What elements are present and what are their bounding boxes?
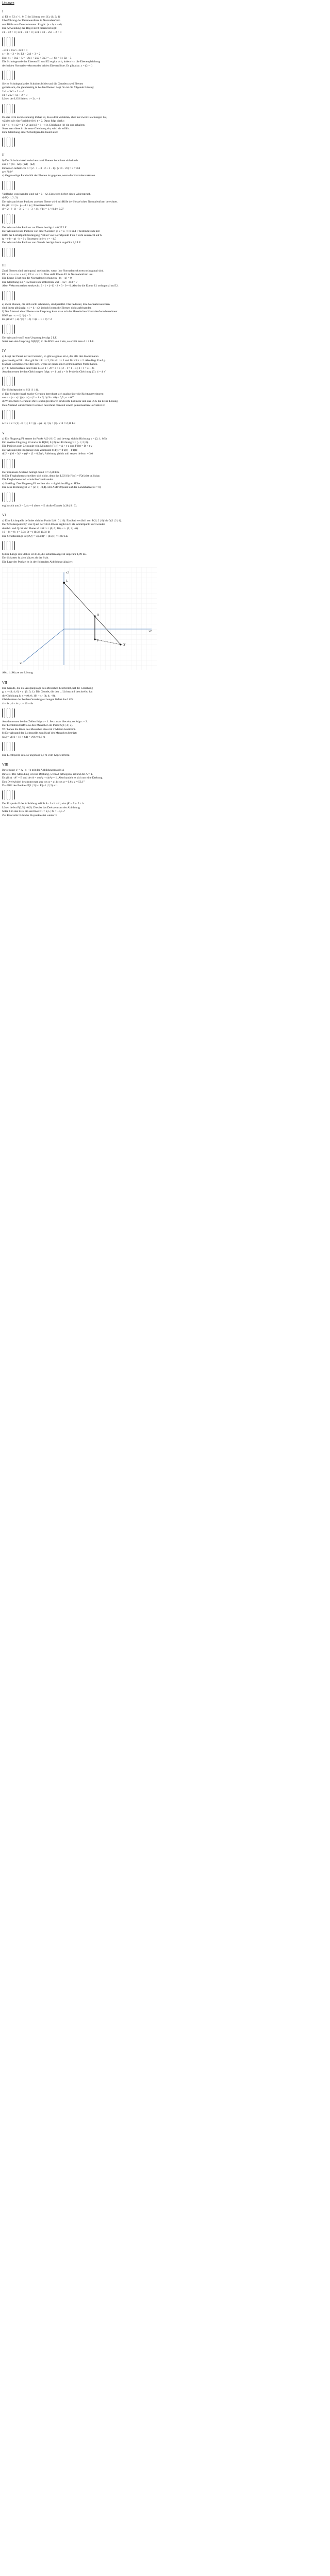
text-line: x1 + 2x2 + x3 + 2 = 0 xyxy=(2,94,27,97)
vector-bracket xyxy=(2,104,5,113)
solution-block xyxy=(2,9,325,148)
solution-block xyxy=(2,153,325,258)
text-line: gleichzeitig erfüllt. Hier gilt für x1: t = 2, für x2: t = 2 und für x3: t = 2. Also liegt P auf g. xyxy=(2,359,106,362)
text-line: Aus den ersten beiden Gleichungen folgt: t = 1 und s = 0. Probe in Gleichung (3): 4 = 4 ✓ xyxy=(2,370,106,374)
vector-equation xyxy=(2,540,325,551)
vector-bracket xyxy=(7,181,10,190)
solution-block xyxy=(2,681,325,757)
vector-bracket xyxy=(7,541,10,550)
vector-bracket xyxy=(12,71,15,80)
vector-bracket xyxy=(7,790,10,800)
vector-equation xyxy=(2,707,325,719)
label-light: L xyxy=(66,580,68,583)
text-line: x + 3x + 2 = 0 ; E3 − 2x1 + 3 = 2 xyxy=(2,53,41,56)
text-line: c) Gegenseitige Parallelität der Ebenen ist gegeben, wenn die Normalenvektoren xyxy=(2,174,95,178)
block-heading: VIII xyxy=(2,762,9,767)
block-heading: VII xyxy=(2,681,7,685)
text-line: c) Sinkflug: Das Flugzeug F1 verliert ab t = 4 gleichmäßig an Höhe. xyxy=(2,482,81,485)
text-line: Die Schattenlänge ist |PQ'| = √((4/3)² + (4/3)²) ≈ 1,89 LE. xyxy=(2,534,69,538)
vector-bracket xyxy=(7,493,10,502)
text-line: cos α = |u · v| / (|u| · |v|) = |2 − 1 + 2| / (√6 · √6) = 0,5 ; α = 60° xyxy=(2,396,75,400)
text-line: Der Schnittpunkt ist S(3 | 1 | 4). xyxy=(2,388,39,392)
text-line: a) Liegt der Punkt auf der Geraden, so gibt es genau ein t, das alle drei Koordinaten xyxy=(2,355,99,359)
vector-bracket xyxy=(2,377,5,386)
vector-bracket xyxy=(12,325,15,334)
text-line: Der Abstand der Flugzeuge zum Zeitpunkt t: d(t) = |F2(t) − F1(t)| xyxy=(2,448,78,452)
vector-bracket xyxy=(2,459,5,468)
vector-bracket xyxy=(12,214,15,224)
text-line: b) Die Flugbahnen schneiden sich nicht, denn das LGS für F1(r) = F2(s) ist unlösbar. xyxy=(2,474,101,478)
vector-bracket xyxy=(2,37,5,46)
text-line: Der Lichtstrahl trifft also den Menschen im Punkt S(4 | 4 | 2). xyxy=(2,724,73,727)
vector-equation xyxy=(2,324,325,335)
text-line: Der minimale Abstand beträgt damit d ≈ 2,28 km. xyxy=(2,470,60,474)
vector-equation xyxy=(2,492,325,503)
text-line: Aus den ersten beiden Zeilen folgt s = 1. Setzt man dies ein, so folgt t = 2. xyxy=(2,720,88,724)
text-line: Die neue Richtung ist w = (2; 1; −0,4). Der Auftreffpunkt auf der Landebahn (x3 = 0) xyxy=(2,486,101,489)
vector-bracket xyxy=(12,790,15,800)
vector-bracket xyxy=(2,138,5,147)
text-line: Es gilt d = |−d| / |n| = |−6| / √(4 + 1 + 4) = 2 xyxy=(2,318,52,321)
vector-bracket xyxy=(7,377,10,386)
vector-equation xyxy=(2,247,325,258)
vector-bracket xyxy=(12,410,15,419)
vector-bracket xyxy=(2,708,5,718)
vector-equation xyxy=(2,290,325,301)
vector-bracket xyxy=(12,104,15,113)
vector-equation xyxy=(2,36,325,47)
block-heading: II xyxy=(2,152,5,157)
text-line: Den Drehwinkel bestimmt man aus cos φ = a11: cos φ = 0,6 ; φ ≈ 53,1° xyxy=(2,780,85,784)
text-line: 4 = 4s ; 4 = 4s ; t = 10 − 8s xyxy=(2,702,34,705)
vector-bracket xyxy=(2,71,5,80)
text-line: b) Die Länge des Stabes ist 4 LE, die Schattenlänge ist ungefähr 1,89 LE. xyxy=(2,552,87,556)
vector-equation xyxy=(2,409,325,420)
vector-bracket xyxy=(7,214,10,224)
text-line: (a + t·b − p) · b = 0 ; Einsetzen liefert: t = −1,5 xyxy=(2,237,56,241)
text-line: Der Abstand von E zum Ursprung beträgt 2 LE. xyxy=(2,336,58,340)
text-line: cos α = |n1 · n2| / (|n1| · |n2|) xyxy=(2,163,36,166)
block-heading: V xyxy=(2,431,5,435)
text-line: a) Ein Flugzeug F1 startet im Punkt A(0 | 0 | 0) und bewegt sich in Richtung u = (2; 1; 0,5). xyxy=(2,437,108,440)
text-line: Lösen liefert F(2,5 | −0,5). Dies ist das Drehzentrum der Abbildung. xyxy=(2,806,81,809)
grid xyxy=(2,567,157,670)
solution-block xyxy=(2,513,325,675)
vector-bracket xyxy=(7,71,10,80)
text-line: Es gilt A · Aᵀ = E und det A = cos²φ + sin²φ = 1. Also handelt es sich um eine Drehung. xyxy=(2,776,103,780)
text-line: Die Flugbahnen sind windschief zueinander. xyxy=(2,478,54,482)
text-line: sind linear abhängig: n1 = k · n2, jedoch liegen die Ebenen nicht aufeinander. xyxy=(2,307,92,310)
text-line: g ∩ h: Gleichsetzen liefert das LGS: 1 + 2t = 3 + s ; 2 − t = 1 + s ; 3 + t = 4 + 2s xyxy=(2,366,94,370)
vector-bracket xyxy=(7,410,10,419)
block-heading: VI xyxy=(2,513,6,517)
text-line: Setze b in das LGS ein und löse: f1 = 2,5 ; f2 = −0,5 ✓ xyxy=(2,810,66,814)
label-q: Q xyxy=(97,614,100,617)
vector-bracket xyxy=(2,291,5,300)
solution-block xyxy=(2,349,325,426)
vector-equation xyxy=(2,103,325,114)
vector-bracket xyxy=(7,325,10,334)
text-line: b) Der Abstand der Lichtquelle zum Kopf des Menschen beträgt: xyxy=(2,732,77,735)
text-line: der beiden Normalenvektoren der beiden Ebenen löste. Es gilt also: x = (2 − t) xyxy=(2,64,93,67)
text-line: ergibt sich aus 2 − 0,4s = 0 also s = 5. Auftreffpunkt L(18 | 9 | 0). xyxy=(2,504,77,507)
text-line: Der Schattenpunkt Q' von Q auf der x1x2-Ebene ergibt sich als Schnittpunkt der Geraden xyxy=(2,523,106,527)
text-line: Die Ebene E hat nun die Normalengleichung: n · (x − p) = 0 xyxy=(2,277,72,280)
vector-bracket xyxy=(12,377,15,386)
text-line: e) Zwei Ebenen, die sich nicht schneiden, sind parallel. Das bedeutet, ihre Normalenvektoren xyxy=(2,302,110,306)
text-line: Vielfache voneinander sind: n1 = λ · n2. Einsetzen liefert einen Widerspruch. xyxy=(2,192,91,196)
vector-equation xyxy=(2,789,325,801)
solution-block xyxy=(2,762,325,818)
solution-block xyxy=(2,263,325,344)
vector-bracket xyxy=(2,493,5,502)
text-line: c) Der Schnittwinkel zweier Geraden berechnet sich analog über die Richtungsvektoren: xyxy=(2,392,104,396)
text-line: a) Eine Lichtquelle befindet sich im Punkt L(0 | 0 | 10). Ein Stab verläuft von P(2 | 2 | 0) bis Q(2 | 2 | 4). xyxy=(2,519,122,522)
text-line: Es gilt: d = |n · p − d| / |n| ; Einsetzen liefert: xyxy=(2,204,54,207)
text-line: |LS| = √(16 + 16 + 64) = √96 ≈ 9,8 m xyxy=(2,735,45,739)
text-line: Wir haben die Höhe des Menschen also mit 2 Metern bestimmt. xyxy=(2,727,76,731)
text-line: Die Schnittgerade der Ebenen E1 und E2 ergibt sich, indem ich die Ebenengleichung xyxy=(2,60,101,64)
vector-bracket xyxy=(12,493,15,502)
text-line: b) Zwei Geraden schneiden sich, wenn sie genau einen gemeinsamen Punkt haben. xyxy=(2,363,98,366)
text-line: n = u × v = (1; −3; 1) ; d = |(q − p) · n| / |n| = |7| / √11 ≈ 2,11 LE xyxy=(2,422,76,426)
text-line: die Gleichung h: x = (0; 0; 10) + s · (4; 4; −8). xyxy=(2,694,56,698)
text-line: Eine Gleichung einer Schnittgeraden lautet also: xyxy=(2,131,58,134)
text-line: gemeinsam, die gleichzeitig in beiden Ebenen liegt. So ist die folgende Lösung: xyxy=(2,86,94,90)
vector-bracket xyxy=(12,291,15,300)
block-heading: I xyxy=(2,9,4,13)
point-q xyxy=(94,615,95,617)
vector-bracket xyxy=(12,708,15,718)
text-line: d = |2 · (−1) − 3 · 2 + 1 · 3 + 4| / √14 = 1 / √14 ≈ 0,27 xyxy=(2,208,64,211)
text-line: x1 − x2 = 0 ; 3x1 − x3 = 0 ; 2x1 + x3 − 2x1 + 2 = 0 xyxy=(2,30,62,34)
text-line: Überführung der Parameterform in Normalenform xyxy=(2,19,60,23)
text-line: Die Gerade, die die Ausgangslage des Menschen beschreibt, hat die Gleichung xyxy=(2,687,93,690)
text-line: Die Lichtquelle ist also ungefähr 9,8 m vom Kopf entfernt. xyxy=(2,753,70,757)
label-p: P xyxy=(97,639,99,643)
text-line: Zur Kontrolle: Bild des Fixpunktes ist wieder F. xyxy=(2,814,58,817)
point-q-shadow xyxy=(120,643,121,645)
vector-bracket xyxy=(2,214,5,224)
vector-equation xyxy=(2,137,325,148)
figure-caption: Abb. 1: Skizze zur Lösung xyxy=(2,671,33,675)
text-line: Die Anwendung der Regel steht hierzu befolgt: xyxy=(2,27,57,30)
text-line: Der Fixpunkt F der Abbildung erfüllt A · f + b = f ; also (E − A) · f = b xyxy=(2,802,84,806)
text-line: d(t)² = (10 − 3t)² + (t)² + (2 − 0,5t)² ; Ableitung gleich null setzen liefert t ≈ 3,0 xyxy=(2,452,93,456)
vector-bracket xyxy=(7,708,10,718)
text-line: und Bilde von Determinanten: Es gilt: (a − b, c − d) xyxy=(2,23,62,26)
text-line: d) P(−1; 2; 3) xyxy=(2,196,18,200)
text-line: Setzt man diese in die erste Gleichung ein, wird sie erfüllt. xyxy=(2,127,70,131)
vector-equation xyxy=(2,213,325,225)
solution-block xyxy=(2,431,325,508)
vector-bracket xyxy=(2,742,5,751)
vector-bracket xyxy=(7,742,10,751)
text-line: Gleichsetzen der beiden Geradengleichungen liefert das LGS: xyxy=(2,698,74,702)
text-line: f) Der Abstand einer Ebene vom Ursprung kann man mit der Hesse'schen Normalenform berechnen: xyxy=(2,310,118,314)
vector-bracket xyxy=(2,541,5,550)
sketch-svg xyxy=(2,567,157,670)
text-line: Der Abstand des Punktes von Gerade beträgt damit ungefähr 3,3 LE xyxy=(2,241,81,245)
coordinate-sketch xyxy=(2,567,157,675)
text-line: 2x1 − 3x2 + 2 = −2 xyxy=(2,90,25,93)
vector-bracket xyxy=(2,181,5,190)
text-line: a) E1 ∩ E2: (−1; 0; 3) ist Lösung von (1), (1; 2; 1) xyxy=(2,15,60,19)
vector-bracket xyxy=(2,790,5,800)
label-x1: x1 xyxy=(20,662,23,666)
text-line: b) Der Schnittwinkel zwischen zwei Ebenen berechnet sich durch: xyxy=(2,159,79,162)
vector-bracket xyxy=(12,248,15,257)
vector-bracket xyxy=(7,459,10,468)
text-line: x1 = 4 + t ; x2 = 1 + 2t und x3 = 1 + t in Gleichung (1) ein und erhalten: xyxy=(2,123,86,127)
text-line: Der Abstand eines Punktes zu einer Ebene wird mit Hilfe der Hesse'schen Normalenform berechnet. xyxy=(2,200,118,204)
text-line: Lösen der LGS liefert: t = 2x − 4 xyxy=(2,97,40,101)
text-line: Einsetzen liefert: cos α = |2 · 1 − 3 · 2 + 1 · 1| / (√14 · √6) = 3 / √84 xyxy=(2,166,80,170)
vector-equation xyxy=(2,180,325,191)
text-line: g: x = (4; 4; 0) + t · (0; 0; 1). Die Gerade, die den ... Lichtstrahl beschreibt, hat xyxy=(2,690,93,694)
vector-equation xyxy=(2,741,325,752)
vector-bracket xyxy=(7,37,10,46)
document-body xyxy=(2,7,325,823)
vector-bracket xyxy=(7,291,10,300)
label-x2: x2 xyxy=(148,630,152,634)
text-line: durch L und Q mit der Ebene x3 = 0: x = (0; 0; 10) + t · (2; 2; −6) xyxy=(2,527,78,530)
text-line: 10 − 6t = 0 ; t = 5/3 ; Q' = (10/3 | 10/3 | 0) xyxy=(2,531,51,534)
vector-equation xyxy=(2,376,325,387)
vector-bracket xyxy=(2,325,5,334)
text-line: E1: x = a + r·u + s·v ; E2: n · x = d. Man stellt Ebene E1 in Normalenform um: xyxy=(2,273,93,277)
vector-bracket xyxy=(2,410,5,419)
vector-equation xyxy=(2,70,325,81)
vector-bracket xyxy=(12,138,15,147)
text-line: Da das LGS nicht eindeutig lösbar ist, da es drei Variablen, aber nur zwei Gleichungen hat, xyxy=(2,115,107,119)
vector-bracket xyxy=(12,541,15,550)
text-line: HNF: (n · x − d) / |n| = 0 xyxy=(2,314,31,317)
vector-bracket xyxy=(12,37,15,46)
block-heading: III xyxy=(2,263,6,267)
text-line: Der Abstand des Punktes zur Ebene beträgt d ≈ 0,27 LE xyxy=(2,226,67,229)
text-line: Also: Vektoren stehen senkrecht: 2 · 1 + (−1) · 2 + 3 · 0 = 0. Also ist die Ebene E1 orthogonal zu E2. xyxy=(2,284,119,288)
vector-bracket xyxy=(12,181,15,190)
point-p xyxy=(94,638,95,640)
text-line: Die Position zum Zeitpunkt t (in Minuten): F1(t) = A + t·u und F2(t) = B + t·v xyxy=(2,445,92,448)
vector-bracket xyxy=(7,138,10,147)
label-x3: x3 xyxy=(66,571,69,575)
text-line: Ein zweites Flugzeug F2 startet in B(10 | 0 | 2) mit Richtung v = (−1; 2; 0). xyxy=(2,441,89,445)
vector-bracket xyxy=(12,742,15,751)
vector-bracket xyxy=(7,104,10,113)
light-point xyxy=(63,582,65,584)
text-line: Der Schatten ist also kürzer als der Stab. xyxy=(2,556,49,560)
text-line: Der Abstand eines Punktes von einer Geraden g: x = a + t·b und P bestimmt sich mit xyxy=(2,230,100,233)
text-line: Hilfe der Lotfußpunktbedingung: Vektor von Lotfußpunkt F zu P steht senkrecht auf b. xyxy=(2,233,103,237)
text-line: Dut: x1 + 3x2 + 5 = −2x1 + 2x2 + 3x3 = ... ; Sb = 1 ; Ez − 3 xyxy=(2,56,72,60)
vector-bracket xyxy=(2,248,5,257)
text-line: d) Windschiefe Geraden: Die Richtungsvektoren sind nicht kollinear und das LGS hat keine Lösung. xyxy=(2,400,119,403)
vector-bracket xyxy=(12,459,15,468)
block-heading: IV xyxy=(2,349,6,353)
text-line: Das Bild des Punktes P(1 | 2) ist P'(−1 | 2,2) + b. xyxy=(2,784,58,787)
text-line: α ≈ 70,9° xyxy=(2,170,13,174)
text-line: Setzt man den Ursprung O(0|0|0) in die HNF von E ein, so erhält man d = 2 LE. xyxy=(2,340,94,343)
page-title: Lösungen xyxy=(2,2,14,5)
text-line: Zwei Ebenen sind orthogonal zueinander, wenn ihre Normalenvektoren orthogonal sind. xyxy=(2,269,104,273)
vector-bracket xyxy=(7,248,10,257)
text-line: Die Lage der Punkte ist in der folgenden Abbildung skizziert: xyxy=(2,560,73,564)
text-line: Den Abstand windschiefer Geraden berechnet man mit einem gemeinsamen Lotvektor n: xyxy=(2,403,105,407)
text-line: Bewegung: x' = A · x + b mit der Abbildungsmatrix A xyxy=(2,769,64,772)
text-line: −3x1 + 8x2 + 2x3 = 0 xyxy=(2,48,27,52)
text-line: Sie ist Schnittpunkt des Schnittes bildet und die Geraden zwei Ebenen xyxy=(2,82,84,86)
text-line: Beweis: Die Abbildung ist eine Drehung, wenn A orthogonal ist und det A = 1. xyxy=(2,772,93,776)
vector-equation xyxy=(2,458,325,469)
text-line: wählen wir eine Variable frei: t = 2. Dann folgt direkt: xyxy=(2,120,64,123)
label-q-shadow: Q' xyxy=(123,643,126,647)
text-line: Die Gleichung E1 ∩ E2 lässt sich umformen: 2x1 − x2 + 3x3 = 7 xyxy=(2,280,77,284)
